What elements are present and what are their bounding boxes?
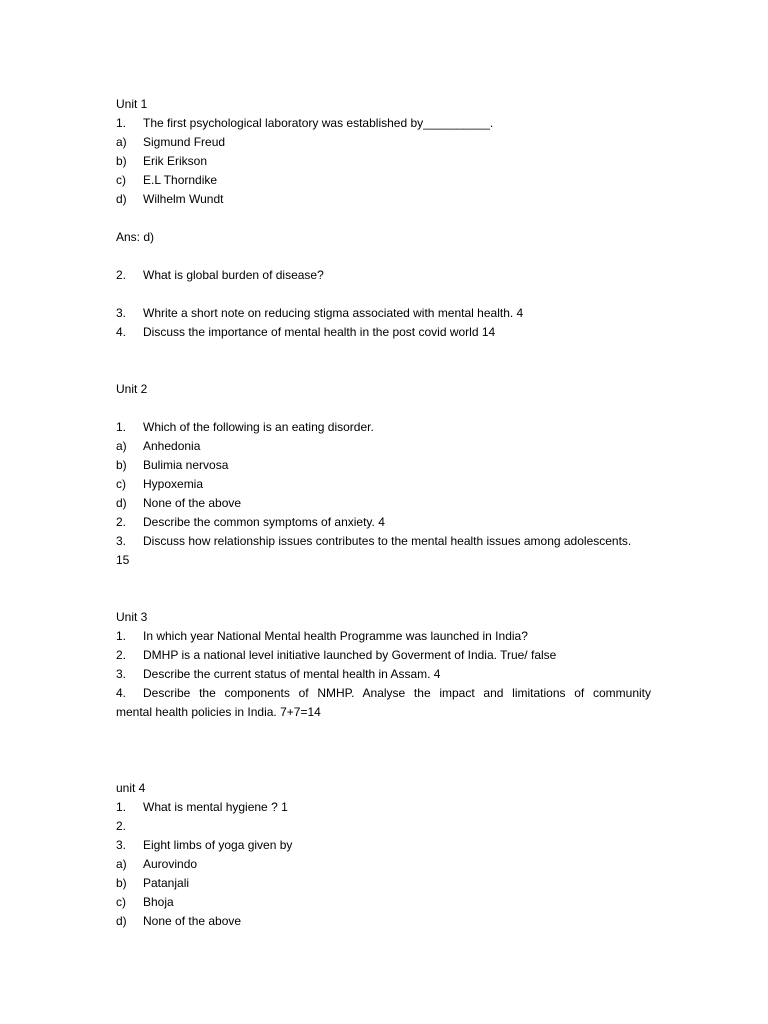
unit-heading: Unit 1 bbox=[116, 97, 148, 111]
option-text: Anhedonia bbox=[143, 439, 201, 453]
question-continuation: mental health policies in India. 7+7=14 bbox=[116, 705, 321, 719]
question-text: Describe the current status of mental health in Assam. 4 bbox=[143, 667, 441, 681]
question-item bbox=[116, 665, 651, 684]
question-item bbox=[116, 836, 651, 855]
option-text: E.L Thorndike bbox=[143, 173, 218, 187]
question-item bbox=[116, 304, 651, 323]
question-text: Describe the components of NMHP. Analyse the impact and limitations of community bbox=[143, 686, 651, 700]
option-item bbox=[116, 437, 651, 456]
question-continuation: 15 bbox=[116, 553, 130, 567]
option-item bbox=[116, 893, 651, 912]
option-item bbox=[116, 152, 651, 171]
option-label: c) bbox=[116, 895, 126, 909]
option-item bbox=[116, 855, 651, 874]
question-item bbox=[116, 323, 651, 342]
option-text: Hypoxemia bbox=[143, 477, 204, 491]
option-item bbox=[116, 456, 651, 475]
question-number: 1. bbox=[116, 420, 127, 434]
question-item bbox=[116, 114, 651, 133]
option-label: b) bbox=[116, 876, 127, 890]
question-text: Discuss the importance of mental health in the post covid world 14 bbox=[143, 325, 496, 339]
option-text: Bulimia nervosa bbox=[143, 458, 229, 472]
unit-heading: Unit 2 bbox=[116, 382, 148, 396]
option-text: Wilhelm Wundt bbox=[143, 192, 224, 206]
option-item bbox=[116, 874, 651, 893]
option-label: d) bbox=[116, 496, 127, 510]
option-item bbox=[116, 912, 651, 931]
option-text: None of the above bbox=[143, 496, 242, 510]
option-item bbox=[116, 190, 651, 209]
question-text: Eight limbs of yoga given by bbox=[143, 838, 293, 852]
question-item bbox=[116, 646, 651, 665]
question-text: The first psychological laboratory was established by__________. bbox=[143, 116, 494, 130]
option-label: b) bbox=[116, 154, 127, 168]
question-item bbox=[116, 817, 651, 836]
question-text: Describe the common symptoms of anxiety. 4 bbox=[143, 515, 385, 529]
option-label: a) bbox=[116, 439, 127, 453]
option-text: Erik Erikson bbox=[143, 154, 208, 168]
question-text: In which year National Mental health Programme was launched in India? bbox=[143, 629, 528, 643]
option-label: c) bbox=[116, 173, 126, 187]
question-text: Which of the following is an eating disorder. bbox=[143, 420, 374, 434]
question-number: 3. bbox=[116, 667, 127, 681]
option-text: Sigmund Freud bbox=[143, 135, 226, 149]
question-number: 2. bbox=[116, 819, 127, 833]
question-item bbox=[116, 266, 651, 285]
question-number: 1. bbox=[116, 116, 127, 130]
option-item bbox=[116, 133, 651, 152]
question-text: What is mental hygiene ? 1 bbox=[143, 800, 288, 814]
option-text: Bhoja bbox=[143, 895, 174, 909]
question-number: 4. bbox=[116, 325, 127, 339]
question-item bbox=[116, 513, 651, 532]
question-item bbox=[116, 684, 651, 703]
option-item bbox=[116, 475, 651, 494]
question-number: 2. bbox=[116, 515, 127, 529]
question-number: 2. bbox=[116, 268, 127, 282]
option-label: d) bbox=[116, 914, 127, 928]
question-number: 1. bbox=[116, 800, 127, 814]
question-number: 1. bbox=[116, 629, 127, 643]
question-item bbox=[116, 627, 651, 646]
unit-heading: Unit 3 bbox=[116, 610, 148, 624]
question-number: 3. bbox=[116, 838, 127, 852]
question-text: What is global burden of disease? bbox=[143, 268, 324, 282]
question-number: 2. bbox=[116, 648, 127, 662]
option-text: None of the above bbox=[143, 914, 242, 928]
question-number: 3. bbox=[116, 534, 127, 548]
option-text: Patanjali bbox=[143, 876, 190, 890]
question-number: 3. bbox=[116, 306, 127, 320]
option-label: b) bbox=[116, 458, 127, 472]
option-label: c) bbox=[116, 477, 126, 491]
question-item bbox=[116, 798, 651, 817]
option-item bbox=[116, 171, 651, 190]
question-number: 4. bbox=[116, 686, 127, 700]
question-item bbox=[116, 418, 651, 437]
document-body bbox=[116, 95, 651, 931]
option-label: d) bbox=[116, 192, 127, 206]
option-item bbox=[116, 494, 651, 513]
answer-line: Ans: d) bbox=[116, 230, 155, 244]
question-text: Discuss how relationship issues contributes to the mental health issues among adolescents. bbox=[143, 534, 632, 548]
question-text: DMHP is a national level initiative launched by Goverment of India. True/ false bbox=[143, 648, 557, 662]
question-item bbox=[116, 532, 651, 551]
option-label: a) bbox=[116, 857, 127, 871]
option-label: a) bbox=[116, 135, 127, 149]
question-text: Whrite a short note on reducing stigma associated with mental health. 4 bbox=[143, 306, 524, 320]
unit-heading: unit 4 bbox=[116, 781, 146, 795]
option-text: Aurovindo bbox=[143, 857, 198, 871]
